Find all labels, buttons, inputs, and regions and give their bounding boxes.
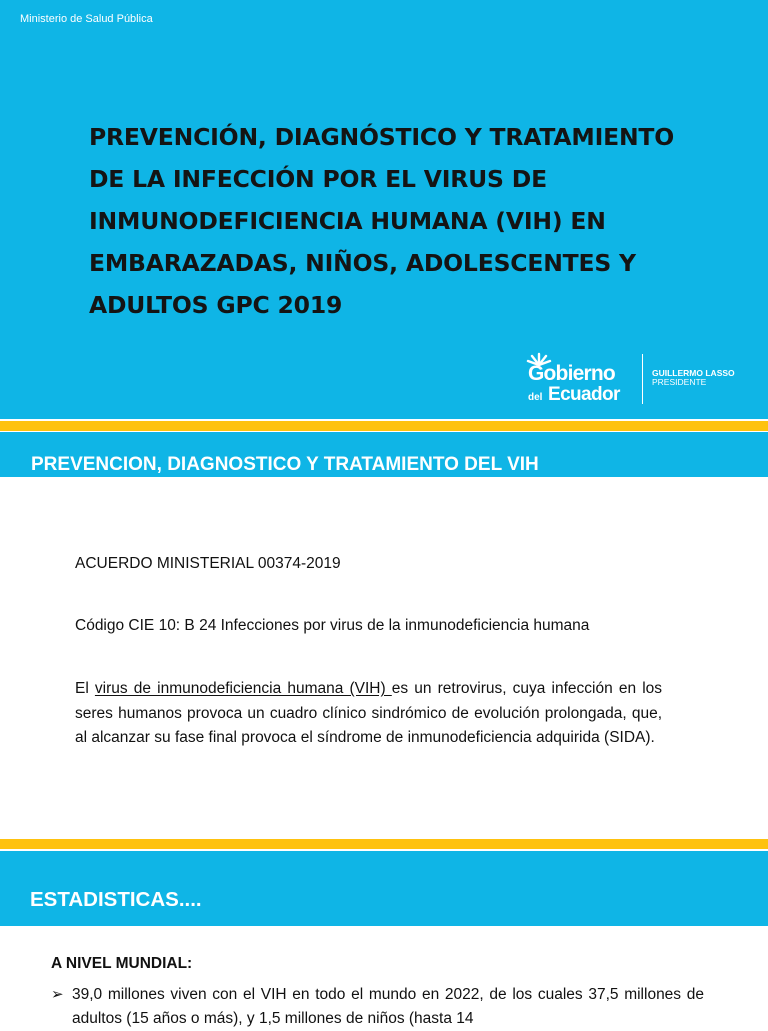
vih-term: virus de inmunodeficiencia humana (VIH) xyxy=(94,680,392,697)
ministry-label: Ministerio de Salud Pública xyxy=(20,13,153,25)
title-slide xyxy=(0,0,768,419)
accent-band-2 xyxy=(0,839,768,849)
section-title: PREVENCION, DIAGNOSTICO Y TRATAMIENTO DEL VIH xyxy=(31,454,539,475)
intro-rest: es un retrovirus, cuya infección en los seres humanos provoca un cuadro clínico sindrómico de evolución prolongada, que, al alcanzar su fase final provoca el síndrome de inmunodeficiencia adquirida (SIDA). xyxy=(75,680,663,746)
logo-divider xyxy=(642,354,643,404)
bullet-text: 39,0 millones viven con el VIH en todo el mundo en 2022, de los cuales 37,5 millones de adultos (15 años o más), y 1,5 millones de niños (hasta 14 xyxy=(72,986,704,1027)
president-name: GUILLERMO LASSO xyxy=(652,368,735,378)
accent-band xyxy=(0,421,768,431)
acuerdo-text: ACUERDO MINISTERIAL 00374-2019 xyxy=(75,555,341,572)
intro-prefix: El xyxy=(75,680,95,697)
subheading: A NIVEL MUNDIAL: xyxy=(51,955,193,972)
statistics-header xyxy=(0,851,768,926)
intro-paragraph xyxy=(75,677,662,751)
page-title: PREVENCIÓN, DIAGNÓSTICO Y TRATAMIENTO DE LA INFECCIÓN POR EL VIRUS DE INMUNODEFICIENCIA HUMANA (VIH) EN EMBARAZADAS, NIÑOS, ADOLESCENTES Y ADULTOS GPC 2019 xyxy=(89,123,675,319)
president-role: PRESIDENTE xyxy=(652,377,707,387)
section-header xyxy=(0,432,768,477)
arrow-bullet-icon: ➢ xyxy=(51,986,64,1003)
logo-ecuador-text: Ecuador xyxy=(548,384,620,405)
logo-del-text: del xyxy=(528,392,543,403)
statistics-title: ESTADISTICAS.... xyxy=(30,888,202,911)
codigo-text: Código CIE 10: B 24 Infecciones por virus de la inmunodeficiencia humana xyxy=(75,617,590,634)
government-logo xyxy=(522,352,762,408)
logo-gobierno-text: Gobierno xyxy=(528,362,615,385)
